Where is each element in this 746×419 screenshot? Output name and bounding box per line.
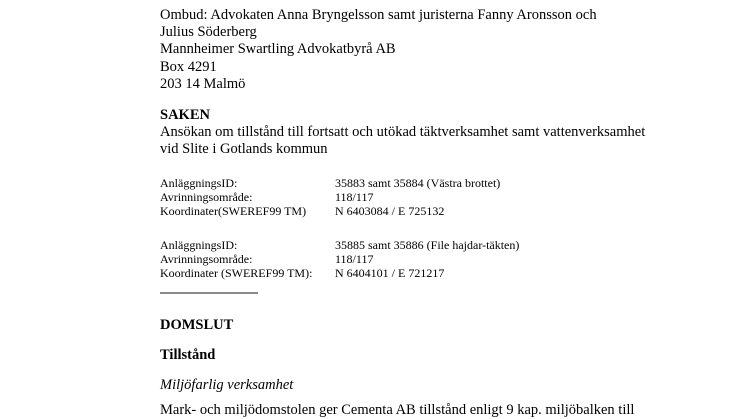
facility-value: 118/117 [335,189,374,204]
saken-body-line: vid Slite i Gotlands kommun [160,141,328,158]
facility-label: AnläggningsID: [160,237,238,252]
facility-value: 118/117 [335,251,374,266]
ombud-line: Ombud: Advokaten Anna Bryngelsson samt juristerna Fanny Aronsson och [160,7,597,23]
facility-row [160,204,726,218]
ombud-line: 203 14 Malmö [160,75,246,92]
facility-row [160,252,726,266]
facility-row [160,190,726,204]
document-content [160,7,726,419]
facility-value: N 6404101 / E 721217 [335,265,445,280]
miljofarlig-verksamhet-subsection: Miljöfarlig verksamhet [160,377,294,394]
facility-label: Koordinater (SWEREF99 TM): [160,265,313,280]
facility-value: 35883 samt 35884 (Västra brottet) [335,175,501,190]
facility-row [160,176,726,190]
facility-label: Avrinningsområde: [160,189,253,204]
section-separator-line [160,292,258,294]
facility-table-vastra-brottet [160,176,726,218]
tillstand-subheading: Tillstånd [160,346,216,363]
facility-row [160,238,726,252]
facility-label: AnläggningsID: [160,175,238,190]
facility-row [160,266,726,280]
saken-heading: SAKEN [160,107,210,124]
domslut-heading: DOMSLUT [160,316,234,333]
ombud-address-block [160,7,726,93]
saken-body-line: Ansökan om tillstånd till fortsatt och utökad täktverksamhet samt vattenverksamhet [160,124,646,141]
facility-label: Koordinater(SWEREF99 TM) [160,203,307,218]
ombud-line: Box 4291 [160,58,217,75]
ombud-line: Mannheimer Swartling Advokatbyrå AB [160,41,396,58]
facility-value: N 6403084 / E 725132 [335,203,445,218]
saken-section [160,107,726,159]
facility-value: 35885 samt 35886 (File hajdar-täkten) [335,237,520,252]
domslut-body-paragraph: Mark- och miljödomstolen ger Cementa AB tillstånd enligt 9 kap. miljöbalken till [160,402,635,419]
facility-label: Avrinningsområde: [160,251,253,266]
facility-table-file-hajdar [160,238,726,280]
ombud-line: Julius Söderberg [160,24,257,41]
